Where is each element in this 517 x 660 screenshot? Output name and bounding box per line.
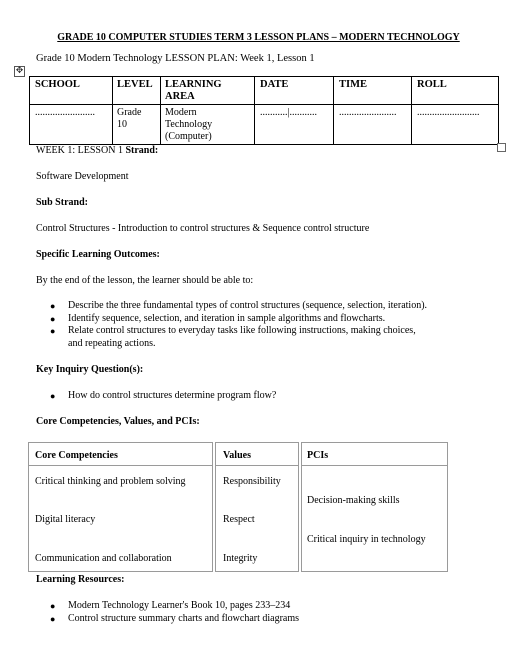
area-value: (Computer) bbox=[165, 131, 212, 142]
resource-text: Control structure summary charts and flowchart diagrams bbox=[68, 612, 300, 624]
pci-item: Decision-making skills bbox=[307, 495, 400, 506]
resource-text: Modern Technology Learner's Book 10, pages 233–234 bbox=[68, 600, 291, 611]
level-value: Grade bbox=[117, 107, 142, 118]
table-divider bbox=[254, 77, 255, 144]
roll-value[interactable]: ......................... bbox=[417, 107, 480, 118]
document-title: GRADE 10 COMPUTER STUDIES TERM 3 LESSON PLANS – MODERN TECHNOLOGY bbox=[57, 32, 460, 43]
resources-label: Learning Resources: bbox=[36, 574, 125, 585]
header-values: Values bbox=[223, 450, 251, 461]
week-label: WEEK 1: LESSON 1 bbox=[36, 145, 123, 156]
school-value[interactable]: ........................ bbox=[35, 107, 95, 118]
list-item bbox=[50, 300, 427, 313]
header-divider bbox=[302, 465, 447, 466]
table-divider bbox=[160, 77, 161, 144]
sub-strand-value: Control Structures - Introduction to control structures & Sequence control structure bbox=[36, 223, 370, 234]
table-divider bbox=[333, 77, 334, 144]
header-divider bbox=[216, 465, 298, 466]
competency-table bbox=[28, 442, 448, 572]
outcomes-intro: By the end of the lesson, the learner should be able to: bbox=[36, 275, 254, 286]
strand-value: Software Development bbox=[36, 171, 129, 182]
table-move-icon[interactable]: ✥ bbox=[15, 66, 24, 76]
header-roll: ROLL bbox=[417, 79, 447, 90]
outcomes-label: Specific Learning Outcomes: bbox=[36, 249, 160, 260]
time-value[interactable]: ....................... bbox=[339, 107, 397, 118]
outcome-text: Relate control structures to everyday tasks like following instructions, making choices, bbox=[68, 325, 416, 336]
value-item: Integrity bbox=[223, 553, 258, 564]
competency-item: Critical thinking and problem solving bbox=[35, 476, 186, 487]
sub-strand-label: Sub Strand: bbox=[36, 197, 88, 208]
core-label: Core Competencies, Values, and PCIs: bbox=[36, 416, 200, 427]
bullet-icon: ● bbox=[50, 391, 56, 401]
area-value: Technology bbox=[165, 119, 213, 130]
header-time: TIME bbox=[339, 79, 368, 90]
table-divider bbox=[411, 77, 412, 144]
outcome-text: Identify sequence, selection, and iteration in sample algorithms and flowcharts. bbox=[68, 312, 386, 324]
bullet-icon: ● bbox=[50, 601, 56, 611]
outcome-text: and repeating actions. bbox=[68, 337, 156, 349]
area-value: Modern bbox=[165, 107, 197, 118]
outcomes-list bbox=[50, 300, 427, 350]
list-item bbox=[50, 325, 427, 338]
competency-item: Communication and collaboration bbox=[35, 553, 172, 564]
date-value[interactable]: ...........|........... bbox=[260, 107, 318, 118]
bullet-icon: ● bbox=[50, 301, 56, 311]
bullet-icon: ● bbox=[50, 613, 56, 624]
week-line bbox=[36, 145, 158, 157]
competency-item: Digital literacy bbox=[35, 514, 96, 525]
header-learning: LEARNING bbox=[165, 79, 222, 90]
lesson-plan-subtitle: Grade 10 Modern Technology LESSON PLAN: Week 1, Lesson 1 bbox=[36, 53, 315, 64]
bullet-icon: ● bbox=[50, 326, 56, 336]
lesson-info-table bbox=[29, 76, 499, 145]
pci-item: Critical inquiry in technology bbox=[307, 534, 426, 545]
table-divider bbox=[30, 104, 498, 105]
list-item-continuation bbox=[50, 338, 427, 351]
header-core-competencies: Core Competencies bbox=[35, 450, 118, 461]
value-item: Responsibility bbox=[223, 476, 281, 487]
header-school: SCHOOL bbox=[35, 79, 80, 90]
value-item: Respect bbox=[223, 514, 255, 525]
resources-list bbox=[50, 600, 299, 625]
header-level: LEVEL bbox=[117, 79, 153, 90]
inquiry-label: Key Inquiry Question(s): bbox=[36, 364, 144, 375]
table-resize-icon[interactable] bbox=[497, 143, 506, 152]
header-date: DATE bbox=[260, 79, 289, 90]
outcome-text: Describe the three fundamental types of control structures (sequence, selection, iteration). bbox=[68, 300, 428, 311]
list-item bbox=[50, 390, 276, 403]
inquiry-list bbox=[50, 390, 276, 403]
list-item bbox=[50, 313, 427, 326]
header-divider bbox=[29, 465, 212, 466]
inquiry-text: How do control structures determine program flow? bbox=[68, 390, 277, 401]
table-divider bbox=[112, 77, 113, 144]
level-value: 10 bbox=[117, 119, 127, 130]
bullet-icon: ● bbox=[50, 313, 56, 324]
list-item bbox=[50, 613, 299, 626]
header-area: AREA bbox=[165, 91, 195, 102]
list-item bbox=[50, 600, 299, 613]
header-pcis: PCIs bbox=[307, 450, 329, 461]
strand-label: Strand: bbox=[125, 145, 159, 156]
